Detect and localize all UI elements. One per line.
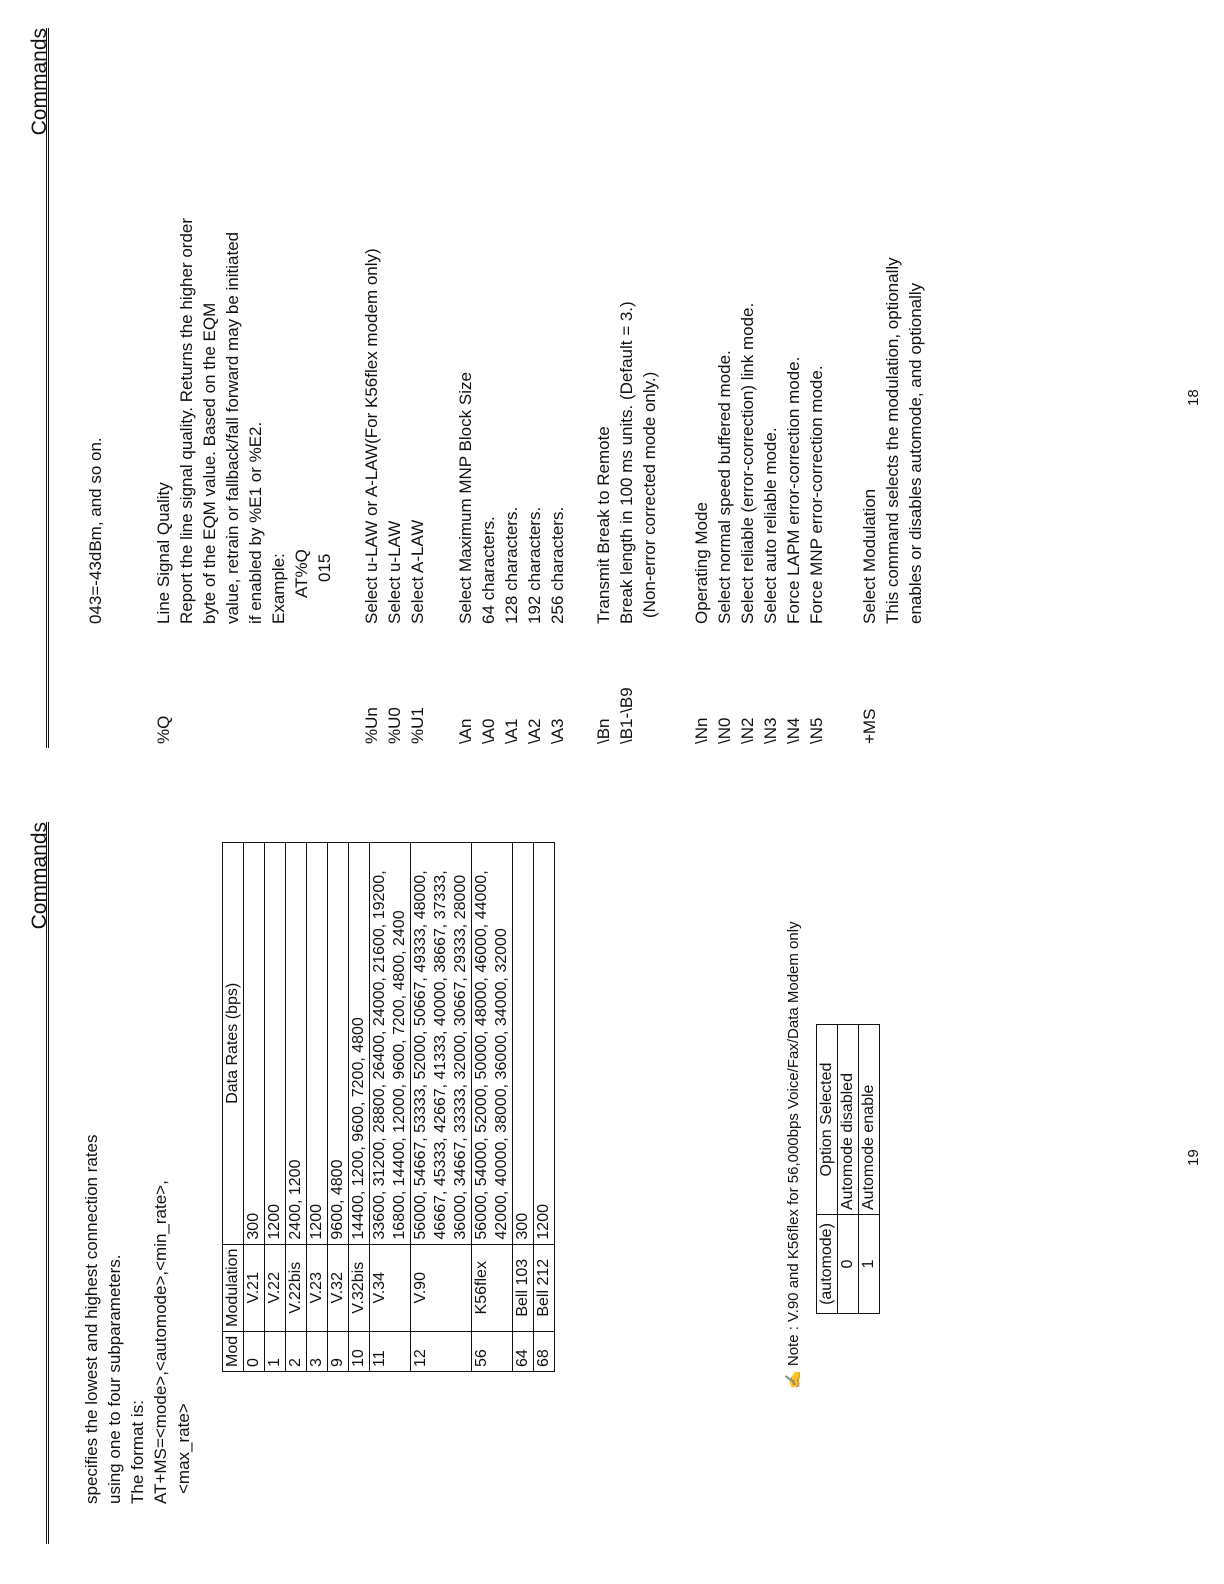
cell-mod: 11 xyxy=(370,1331,411,1371)
cell-rates: 300 xyxy=(513,843,534,1245)
cell-mod: 56 xyxy=(472,1331,513,1371)
cell-modulation: V.32 xyxy=(328,1244,349,1331)
desc-line: byte of the EQM value. Based on the EQM xyxy=(200,302,219,624)
desc-line: Select Modulation xyxy=(860,488,879,624)
command-codes-a xyxy=(454,644,569,744)
page-19 xyxy=(0,794,1224,1584)
command-code: \A0 xyxy=(479,718,498,744)
command-codes-n xyxy=(690,644,828,744)
modulation-table xyxy=(222,842,555,1372)
desc-line: Select reliable (error-correction) link mode. xyxy=(738,302,757,624)
desc-line: Select A-LAW xyxy=(408,519,427,624)
cell-modulation: K56flex xyxy=(472,1244,513,1331)
desc-line: Select auto reliable mode. xyxy=(761,427,780,624)
example-line: AT%Q xyxy=(292,549,311,598)
table-row xyxy=(411,843,472,1372)
cell-mod: 3 xyxy=(307,1331,328,1371)
col-header-option: Option Selected xyxy=(817,1025,838,1215)
cell-option: Automode enable xyxy=(859,1025,880,1215)
cell-mod: 0 xyxy=(244,1331,265,1371)
note-text: Note : V.90 and K56flex for 56,000bps Voice/Fax/Data Modem only xyxy=(785,921,802,1367)
desc-line: Force LAPM error-correction mode. xyxy=(784,356,803,624)
cell-rates: 2400, 1200 xyxy=(286,843,307,1245)
table-row xyxy=(513,843,534,1372)
desc-line: Transmit Break to Remote xyxy=(594,426,613,624)
desc-line: value, retrain or fallback/fall forward may be initiated xyxy=(223,231,242,624)
desc-line: Line Signal Quality xyxy=(154,482,173,624)
desc-line: 64 characters. xyxy=(479,516,498,624)
ms-intro xyxy=(80,1134,195,1504)
desc-line: (Non-error corrected mode only.) xyxy=(640,371,659,618)
cell-rates: 1200 xyxy=(534,843,555,1245)
command-codes-u xyxy=(360,644,429,744)
table-header-row xyxy=(223,843,244,1372)
desc-line: if enabled by %E1 or %E2. xyxy=(246,421,265,624)
cell-modulation: Bell 212 xyxy=(534,1244,555,1331)
command-codes-b xyxy=(592,644,638,744)
cell-automode: 1 xyxy=(859,1215,880,1314)
command-code: %U0 xyxy=(385,707,404,744)
cell-modulation: V.22 xyxy=(265,1244,286,1331)
table-row xyxy=(838,1025,859,1314)
continuation-text: 043=-43dBm, and so on. xyxy=(86,437,105,624)
col-header-modulation: Modulation xyxy=(223,1244,244,1331)
command-code: \Bn xyxy=(594,718,613,744)
col-header-automode: (automode) xyxy=(817,1215,838,1314)
cell-rates: 14400, 1200, 9600, 7200, 4800 xyxy=(349,843,370,1245)
col-header-rates: Data Rates (bps) xyxy=(223,843,244,1245)
cell-mod: 10 xyxy=(349,1331,370,1371)
desc-line: Example: xyxy=(269,553,288,624)
desc-line: 128 characters. xyxy=(502,506,521,624)
command-code: \A1 xyxy=(502,718,521,744)
desc-line: enables or disables automode, and optionally xyxy=(906,282,925,624)
table-row xyxy=(349,843,370,1372)
page-header: Commands xyxy=(28,822,51,930)
desc-line: This command selects the modulation, optionally xyxy=(883,257,902,624)
desc-line: Report the line signal quality. Returns the higher order xyxy=(177,217,196,624)
cell-modulation: V.22bis xyxy=(286,1244,307,1331)
cell-rates: 56000, 54667, 53333, 52000, 50667, 49333, 48000, 46667, 45333, 42667, 41333, 40000, 38667, 37333, 36000, 34667, 33333, 32000, 30667, 29333, 28000 xyxy=(411,843,472,1245)
desc-line: 192 characters. xyxy=(525,506,544,624)
command-code: \A3 xyxy=(548,718,567,744)
command-desc-b xyxy=(592,301,661,624)
automode-table xyxy=(816,1024,880,1314)
cell-mod: 1 xyxy=(265,1331,286,1371)
cell-modulation: V.21 xyxy=(244,1244,265,1331)
desc-line: Select u-LAW xyxy=(385,520,404,624)
note xyxy=(784,921,802,1389)
command-code: \N4 xyxy=(784,717,803,744)
table-row xyxy=(370,843,411,1372)
command-code: %Q xyxy=(154,715,173,744)
cell-modulation: V.32bis xyxy=(349,1244,370,1331)
header-rule xyxy=(46,822,49,1544)
cell-rates: 1200 xyxy=(265,843,286,1245)
command-desc-ms xyxy=(858,257,927,624)
cell-mod: 2 xyxy=(286,1331,307,1371)
intro-line: specifies the lowest and highest connection rates xyxy=(82,1134,101,1504)
desc-line: Select normal speed buffered mode. xyxy=(715,350,734,624)
table-row xyxy=(265,843,286,1372)
table-header-row xyxy=(817,1025,838,1314)
desc-line: Force MNP error-correction mode. xyxy=(807,365,826,624)
intro-line: <max_rate> xyxy=(174,1403,193,1494)
command-code: \A2 xyxy=(525,718,544,744)
cell-option: Automode disabled xyxy=(838,1025,859,1215)
command-codes-q xyxy=(152,644,175,744)
cell-rates: 9600, 4800 xyxy=(328,843,349,1245)
table-row xyxy=(472,843,513,1372)
page-number: 19 xyxy=(1185,1149,1202,1166)
cell-automode: 0 xyxy=(838,1215,859,1314)
table-row xyxy=(286,843,307,1372)
command-desc-n xyxy=(690,303,828,624)
command-code: \N3 xyxy=(761,717,780,744)
cell-rates: 1200 xyxy=(307,843,328,1245)
note-icon: ✍ xyxy=(785,1370,802,1389)
command-code: \An xyxy=(456,718,475,744)
cell-mod: 68 xyxy=(534,1331,555,1371)
cell-modulation: V.23 xyxy=(307,1244,328,1331)
desc-line: 256 characters. xyxy=(548,506,567,624)
command-code: \N2 xyxy=(738,717,757,744)
desc-line: Select Maximum MNP Block Size xyxy=(456,372,475,624)
cell-rates: 56000, 54000, 52000, 50000, 48000, 46000, 44000, 42000, 40000, 38000, 36000, 34000, 32000 xyxy=(472,843,513,1245)
cell-rates: 300 xyxy=(244,843,265,1245)
command-codes-ms xyxy=(858,644,881,744)
command-code: \B1-\B9 xyxy=(617,687,636,744)
cell-rates: 33600, 31200, 28800, 26400, 24000, 21600, 19200, 16800, 14400, 12000, 9600, 7200, 4800, 2400 xyxy=(370,843,411,1245)
cell-modulation: V.90 xyxy=(411,1244,472,1331)
command-code: %U1 xyxy=(408,707,427,744)
command-code: \Nn xyxy=(692,717,711,744)
table-row xyxy=(307,843,328,1372)
command-code: \N0 xyxy=(715,717,734,744)
command-code: +MS xyxy=(860,708,879,744)
cell-modulation: V.34 xyxy=(370,1244,411,1331)
command-list xyxy=(80,14,1160,744)
command-code: %Un xyxy=(362,707,381,744)
cell-modulation: Bell 103 xyxy=(513,1244,534,1331)
command-desc-a xyxy=(454,372,569,624)
command-code: \N5 xyxy=(807,717,826,744)
intro-line: using one to four subparameters. xyxy=(105,1254,124,1504)
cell-mod: 12 xyxy=(411,1331,472,1371)
desc-line: Operating Mode xyxy=(692,502,711,624)
command-desc-q xyxy=(152,218,336,624)
intro-line: The format is: xyxy=(128,1400,147,1504)
desc-line: Break length in 100 ms units. (Default = 3.) xyxy=(617,301,636,624)
cell-mod: 64 xyxy=(513,1331,534,1371)
cell-mod: 9 xyxy=(328,1331,349,1371)
table-row xyxy=(534,843,555,1372)
intro-line: AT+MS=<mode>,<automode>,<min_rate>, xyxy=(151,1180,170,1504)
table-row xyxy=(859,1025,880,1314)
header-rule xyxy=(46,28,49,748)
command-desc-u xyxy=(360,248,429,624)
desc-line: Select u-LAW or A-LAW(For K56flex modem only) xyxy=(362,248,381,624)
col-header-mod: Mod xyxy=(223,1331,244,1371)
table-row xyxy=(328,843,349,1372)
page-header: Commands xyxy=(28,28,51,136)
example-line: 015 xyxy=(315,553,334,582)
page-number: 18 xyxy=(1185,389,1202,406)
table-row xyxy=(244,843,265,1372)
